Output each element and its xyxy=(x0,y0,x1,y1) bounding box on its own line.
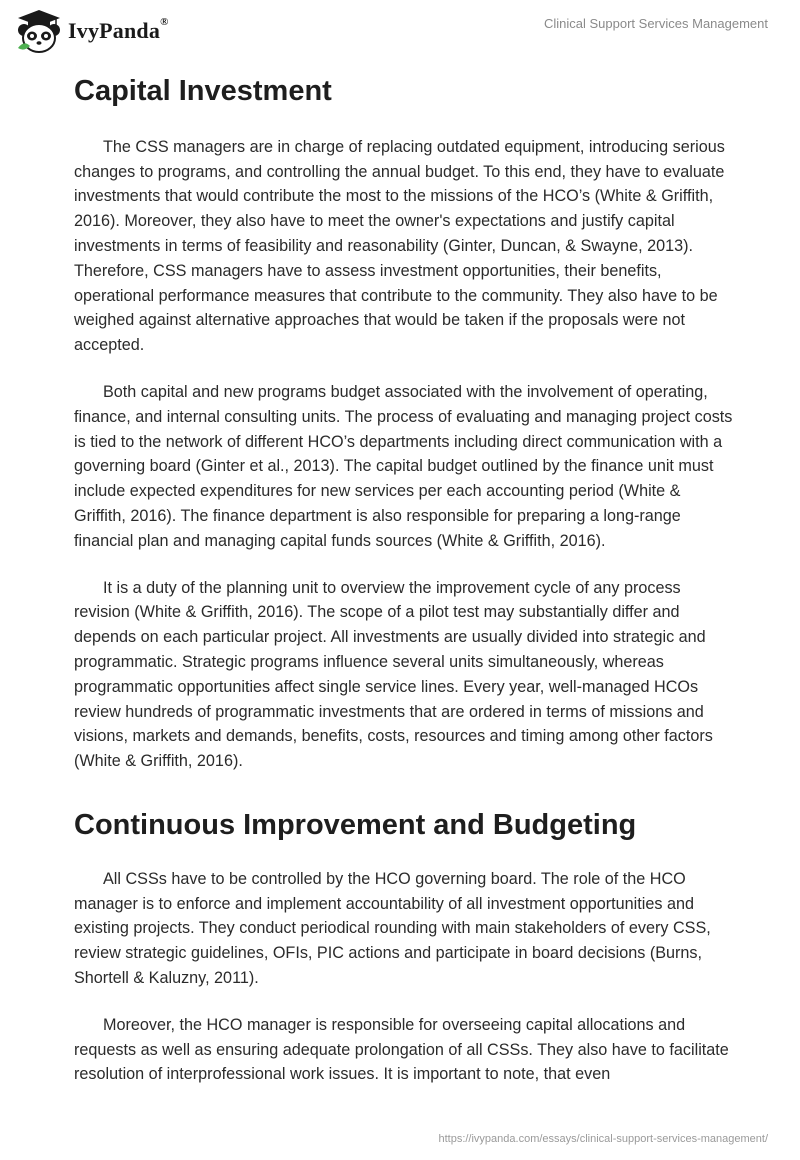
paragraph: The CSS managers are in charge of replacing outdated equipment, introducing serious changes to programs, and controlling the annual budget. To this end, they have to evaluate investments that would contribute the most to the missions of the HCO’s (White & Griffith, 2016). Moreover, they also have to meet the owner's expectations and justify capital investments in terms of feasibility and reasonability (Ginter, Duncan, & Swayne, 2013). Therefore, CSS managers have to assess investment opportunities, their benefits, operational performance measures that contribute to the community. They also have to be weighed against alternative approaches that would be taken if the proposals were not accepted. xyxy=(74,137,725,355)
section-heading: Capital Investment xyxy=(74,75,332,107)
page-header xyxy=(0,0,800,62)
ivypanda-logo[interactable] xyxy=(14,8,169,54)
source-url[interactable]: https://ivypanda.com/essays/clinical-support-services-management/ xyxy=(438,1133,768,1145)
paragraph: It is a duty of the planning unit to overview the improvement cycle of any process revision (White & Griffith, 2016). The scope of a pilot test may substantially differ and depends on each particular project. All investments are usually divided into strategic and programmatic. Strategic programs influence several units simultaneously, whereas programmatic opportunities affect single service lines. Every year, well-managed HCOs review hundreds of programmatic investments that are ordered in terms of missions and visions, markets and demands, benefits, costs, resources and timing among other factors (White & Griffith, 2016). xyxy=(74,578,713,771)
paragraph: Moreover, the HCO manager is responsible for overseeing capital allocations and requests as well as ensuring adequate prolongation of all CSSs. They also have to facilitate resolution of interprofessional work issues. It is important to note, that even xyxy=(74,1015,729,1084)
section-heading: Continuous Improvement and Budgeting xyxy=(74,809,637,841)
document-title: Clinical Support Services Management xyxy=(544,16,768,31)
section-capital-investment xyxy=(74,74,734,796)
brand-name: IvyPanda® xyxy=(68,16,169,43)
paragraph: Both capital and new programs budget associated with the involvement of operating, finance, and internal consulting units. The process of evaluating and managing project costs is tied to the network of different HCO’s departments including direct communication with a governing board (Ginter et al., 2013). The capital budget outlined by the finance unit must include expected expenditures for new services per each accounting period (White & Griffith, 2016). The finance department is also responsible for preparing a long-range financial plan and managing capital funds sources (White & Griffith, 2016). xyxy=(74,382,733,550)
section-continuous-improvement xyxy=(74,808,734,1109)
paragraph: All CSSs have to be controlled by the HCO governing board. The role of the HCO manager is to enforce and implement accountability of all investment opportunities and existing projects. They conduct periodical rounding with main stakeholders of every CSS, review strategic guidelines, OFIs, PIC actions and participate in board decisions (Burns, Shortell & Kaluzny, 2011). xyxy=(74,869,711,987)
panda-graduate-icon xyxy=(14,8,64,54)
